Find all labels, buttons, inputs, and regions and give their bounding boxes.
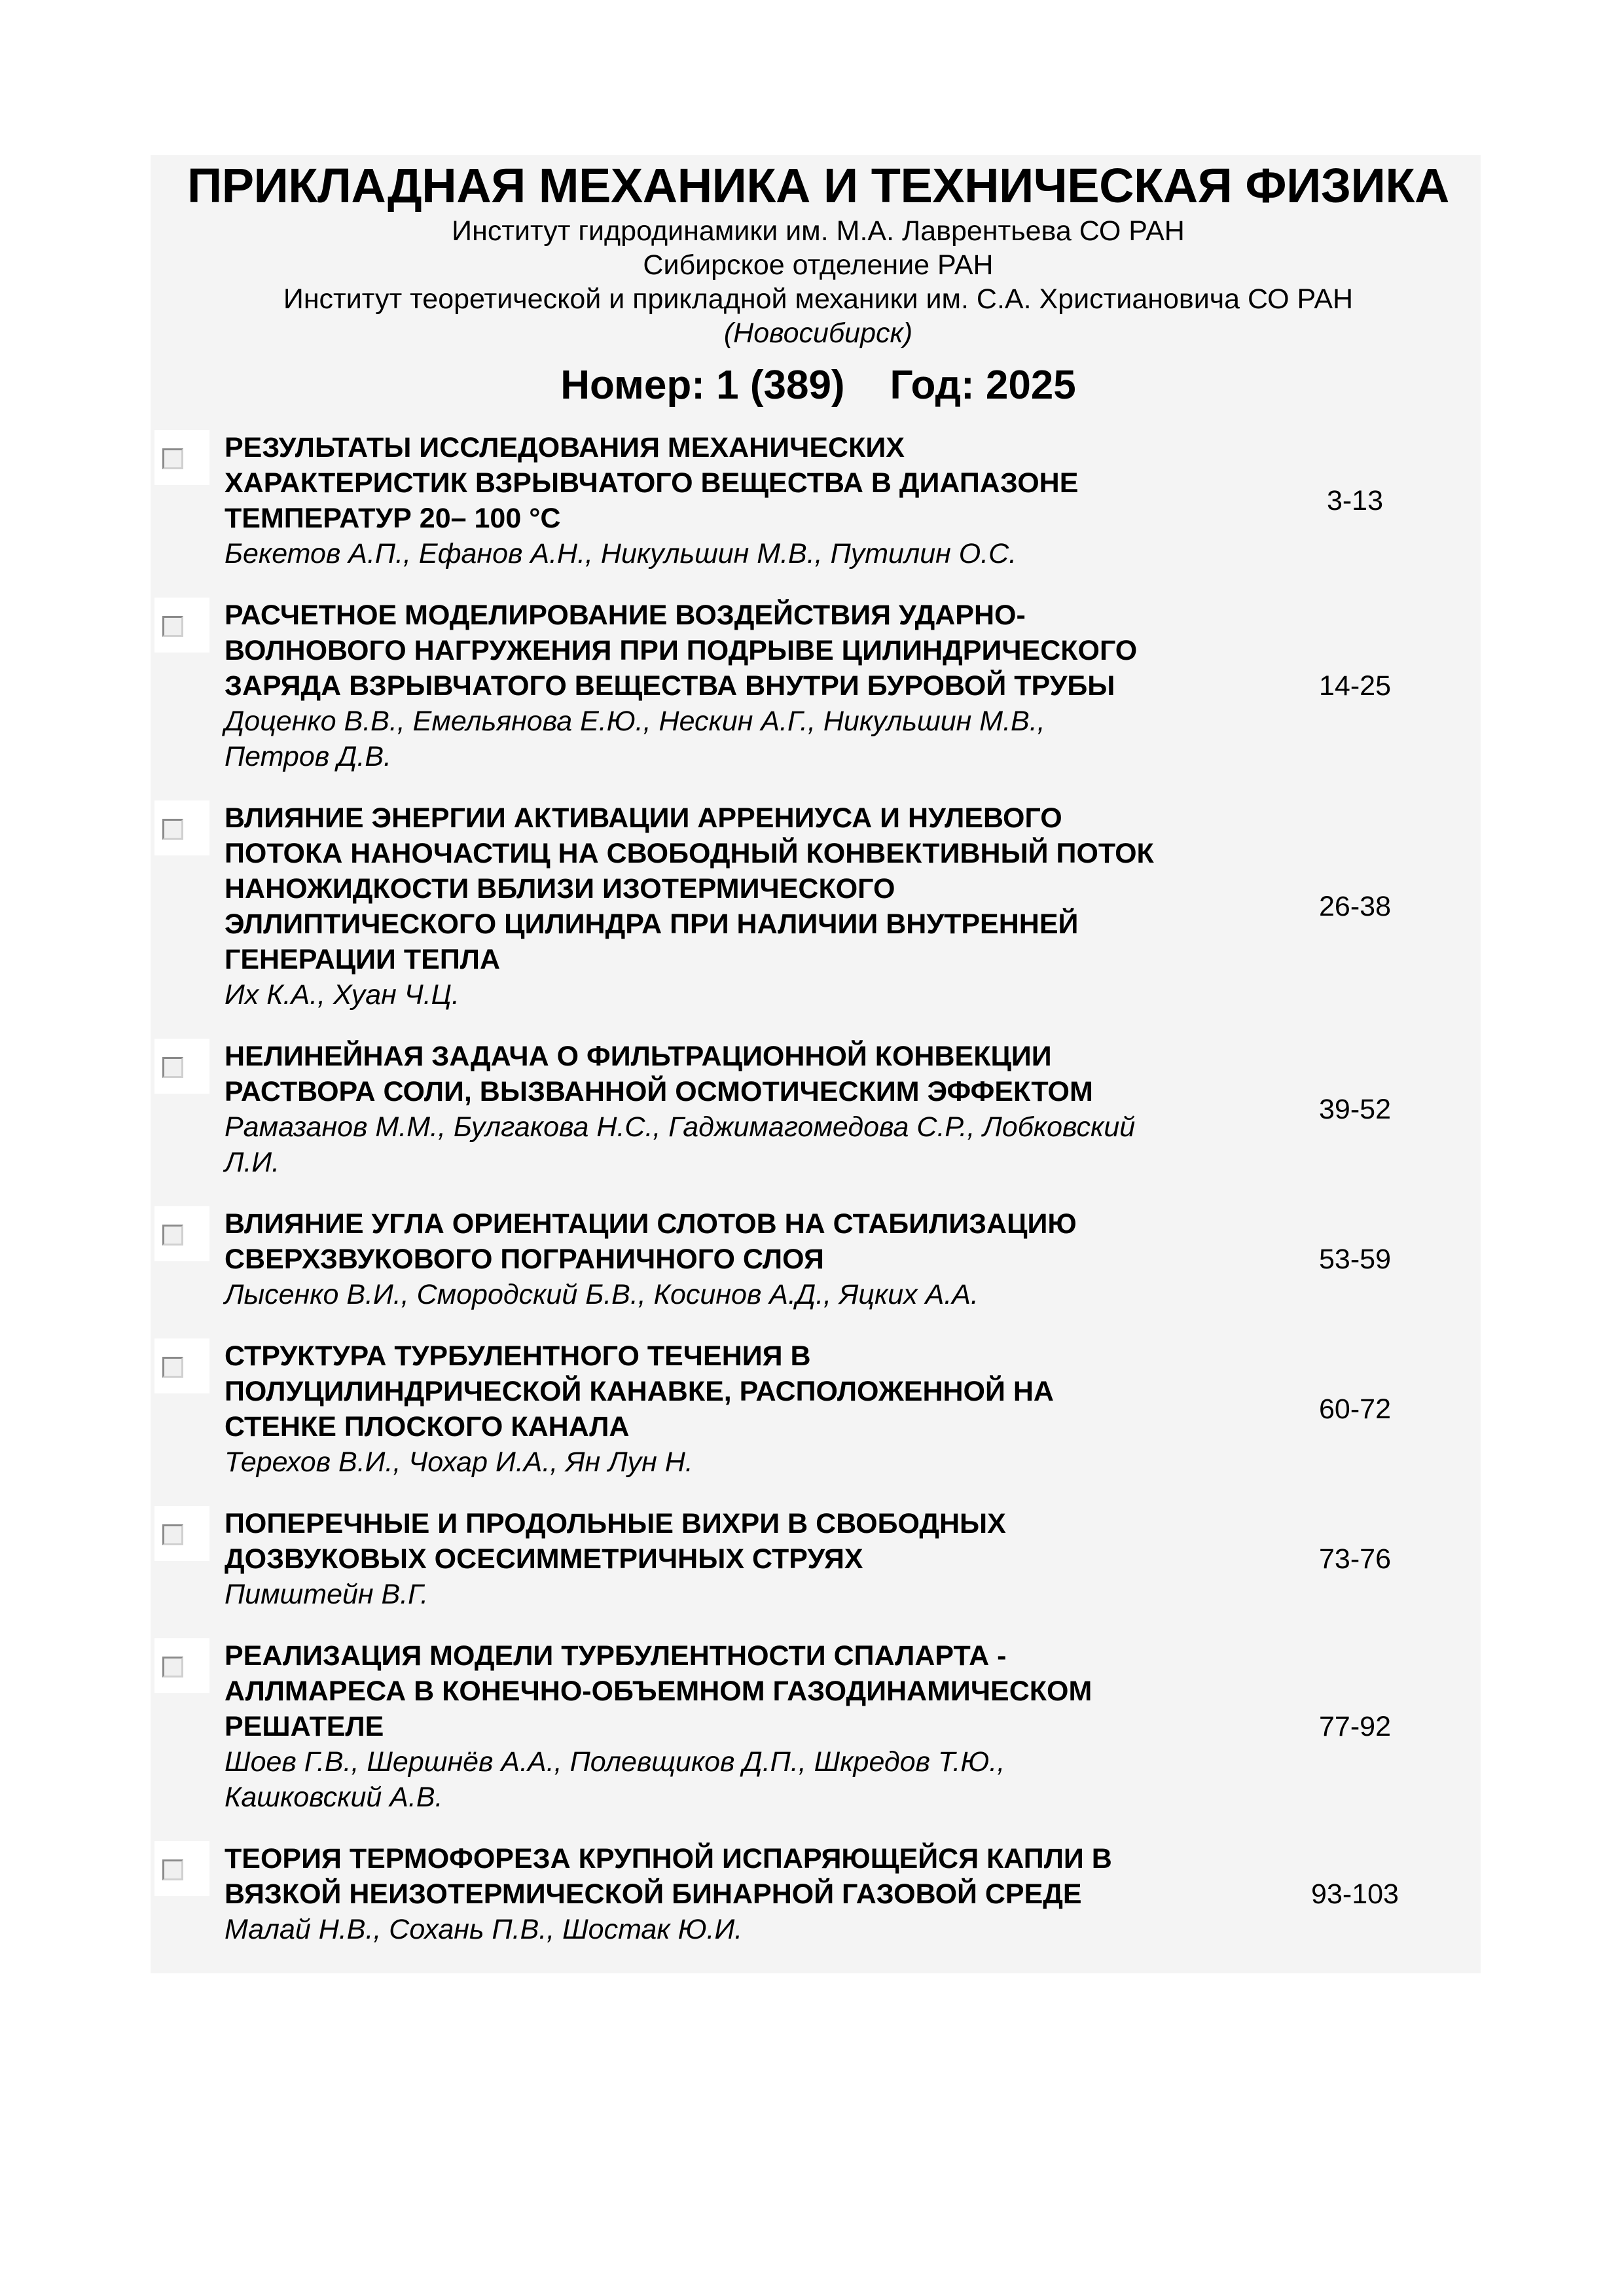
article-text	[225, 1841, 1259, 1947]
article-title[interactable]: РАСЧЕТНОЕ МОДЕЛИРОВАНИЕ ВОЗДЕЙСТВИЯ УДАРНО- ВОЛНОВОГО НАГРУЖЕНИЯ ПРИ ПОДРЫВЕ ЦИЛИНДРИЧЕСКОГО ЗАРЯДА ВЗРЫВЧАТОГО ВЕЩЕСТВА ВНУТРИ БУРОВОЙ ТРУБЫ	[225, 600, 1138, 702]
checkbox-cell	[154, 1338, 209, 1393]
article-title[interactable]: НЕЛИНЕЙНАЯ ЗАДАЧА О ФИЛЬТРАЦИОННОЙ КОНВЕКЦИИ РАСТВОРА СОЛИ, ВЫЗВАННОЙ ОСМОТИЧЕСКИМ ЭФФЕКТОМ	[225, 1041, 1093, 1107]
article-item	[151, 1638, 1481, 1815]
article-checkbox[interactable]	[162, 1357, 183, 1378]
article-checkbox[interactable]	[162, 1859, 183, 1880]
article-text	[225, 800, 1259, 1013]
article-checkbox[interactable]	[162, 1524, 183, 1545]
checkbox-cell	[154, 1638, 209, 1693]
article-title[interactable]: ТЕОРИЯ ТЕРМОФОРЕЗА КРУПНОЙ ИСПАРЯЮЩЕЙСЯ КАПЛИ В ВЯЗКОЙ НЕИЗОТЕРМИЧЕСКОЙ БИНАРНОЙ ГАЗОВОЙ СРЕДЕ	[225, 1843, 1112, 1910]
article-checkbox[interactable]	[162, 819, 183, 840]
article-authors: Шоев Г.В., Шершнёв А.А., Полевщиков Д.П., Шкредов Т.Ю., Кашковский А.В.	[225, 1746, 1005, 1813]
article-title[interactable]: РЕЗУЛЬТАТЫ ИССЛЕДОВАНИЯ МЕХАНИЧЕСКИХ ХАРАКТЕРИСТИК ВЗРЫВЧАТОГО ВЕЩЕСТВА В ДИАПАЗОНЕ ТЕМПЕРАТУР 20– 100 °С	[225, 432, 1079, 534]
article-authors: Лысенко В.И., Смородский Б.В., Косинов А.Д., Яцких А.А.	[225, 1279, 979, 1310]
article-text	[225, 1638, 1259, 1815]
article-authors: Доценко В.В., Емельянова Е.Ю., Нескин А.Г., Никульшин М.В., Петров Д.В.	[225, 706, 1045, 772]
article-list	[151, 430, 1481, 1973]
article-title[interactable]: ПОПЕРЕЧНЫЕ И ПРОДОЛЬНЫЕ ВИХРИ В СВОБОДНЫХ ДОЗВУКОВЫХ ОСЕСИММЕТРИЧНЫХ СТРУЯХ	[225, 1508, 1006, 1575]
article-title[interactable]: ВЛИЯНИЕ ЭНЕРГИИ АКТИВАЦИИ АРРЕНИУСА И НУЛЕВОГО ПОТОКА НАНОЧАСТИЦ НА СВОБОДНЫЙ КОНВЕКТИВНЫЙ ПОТОК НАНОЖИДКОСТИ ВБЛИЗИ ИЗОТЕРМИЧЕСКОГО ЭЛЛИПТИЧЕСКОГО ЦИЛИНДРА ПРИ НАЛИЧИИ ВНУТРЕННЕЙ ГЕНЕРАЦИИ ТЕПЛА	[225, 802, 1154, 975]
article-authors: Терехов В.И., Чохар И.А., Ян Лун Н.	[225, 1446, 693, 1478]
article-authors: Бекетов А.П., Ефанов А.Н., Никульшин М.В., Путилин О.С.	[225, 538, 1017, 569]
checkbox-cell	[154, 800, 209, 855]
article-item	[151, 1338, 1481, 1480]
article-checkbox[interactable]	[162, 1057, 183, 1078]
article-pages: 26-38	[1319, 890, 1391, 922]
journal-title: ПРИКЛАДНАЯ МЕХАНИКА И ТЕХНИЧЕСКАЯ ФИЗИКА	[187, 158, 1449, 213]
article-pages: 73-76	[1319, 1543, 1391, 1575]
article-pages: 93-103	[1311, 1878, 1399, 1910]
checkbox-cell	[154, 1039, 209, 1094]
article-text	[225, 598, 1259, 774]
article-pages: 14-25	[1319, 670, 1391, 702]
article-authors: Рамазанов М.М., Булгакова Н.С., Гаджимагомедова С.Р., Лобковский Л.И.	[225, 1111, 1136, 1178]
institution: Институт теоретической и прикладной механики им. С.А. Христиановича СО РАН	[283, 283, 1354, 315]
article-authors: Пимштейн В.Г.	[225, 1579, 429, 1610]
article-item	[151, 598, 1481, 774]
checkbox-cell	[154, 1506, 209, 1561]
article-pages: 3-13	[1326, 484, 1384, 516]
article-text	[225, 1338, 1259, 1480]
article-text	[225, 430, 1259, 571]
city: (Новосибирск)	[723, 317, 913, 349]
article-text	[225, 1039, 1259, 1180]
article-authors: Малай Н.В., Сохань П.В., Шостак Ю.И.	[225, 1914, 743, 1945]
article-title[interactable]: ВЛИЯНИЕ УГЛА ОРИЕНТАЦИИ СЛОТОВ НА СТАБИЛИЗАЦИЮ СВЕРХЗВУКОВОГО ПОГРАНИЧНОГО СЛОЯ	[225, 1208, 1077, 1275]
article-item	[151, 430, 1481, 571]
article-authors: Их К.А., Хуан Ч.Ц.	[225, 979, 460, 1011]
article-item	[151, 800, 1481, 1013]
article-pages: 60-72	[1319, 1393, 1391, 1425]
article-title[interactable]: РЕАЛИЗАЦИЯ МОДЕЛИ ТУРБУЛЕНТНОСТИ СПАЛАРТА - АЛЛМАРЕСА В КОНЕЧНО-ОБЪЕМНОМ ГАЗОДИНАМИЧЕСКОМ РЕШАТЕЛЕ	[225, 1640, 1092, 1742]
journal-header	[151, 155, 1486, 412]
institution: Институт гидродинамики им. М.А. Лаврентьева СО РАН	[452, 215, 1185, 247]
article-item	[151, 1206, 1481, 1312]
checkbox-cell	[154, 430, 209, 485]
article-item	[151, 1506, 1481, 1612]
article-item	[151, 1039, 1481, 1180]
table-of-contents	[151, 155, 1481, 1973]
article-title[interactable]: СТРУКТУРА ТУРБУЛЕНТНОГО ТЕЧЕНИЯ В ПОЛУЦИЛИНДРИЧЕСКОЙ КАНАВКЕ, РАСПОЛОЖЕННОЙ НА СТЕНКЕ ПЛОСКОГО КАНАЛА	[225, 1340, 1054, 1443]
checkbox-cell	[154, 1841, 209, 1896]
institution: Сибирское отделение РАН	[643, 249, 994, 281]
article-pages: 39-52	[1319, 1093, 1391, 1125]
article-checkbox[interactable]	[162, 448, 183, 469]
checkbox-cell	[154, 1206, 209, 1261]
article-checkbox[interactable]	[162, 616, 183, 637]
issue-year: Год: 2025	[890, 363, 1076, 408]
issue-number: Номер: 1 (389)	[560, 363, 845, 408]
article-checkbox[interactable]	[162, 1225, 183, 1246]
issue-info	[151, 359, 1486, 412]
article-item	[151, 1841, 1481, 1947]
article-checkbox[interactable]	[162, 1657, 183, 1677]
article-pages: 53-59	[1319, 1243, 1391, 1275]
checkbox-cell	[154, 598, 209, 653]
article-text	[225, 1206, 1259, 1312]
article-text	[225, 1506, 1259, 1612]
article-pages: 77-92	[1319, 1710, 1391, 1742]
